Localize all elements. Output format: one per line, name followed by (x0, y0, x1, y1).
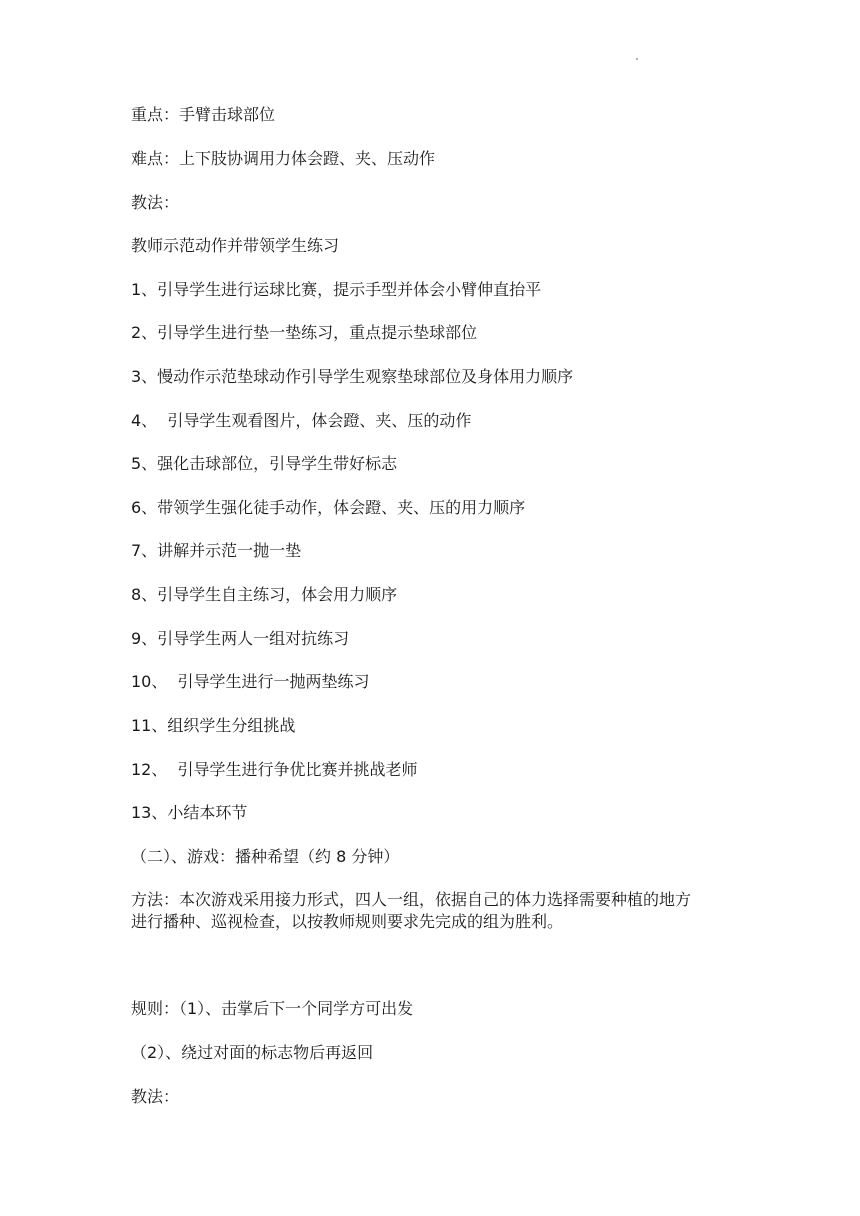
step-10: 10、 引导学生进行一抛两垫练习 (131, 672, 370, 691)
rule-1: 规则：（1）、击掌后下一个同学方可出发 (131, 999, 414, 1018)
step-4: 4、 引导学生观看图片，体会蹬、夹、压的动作 (131, 411, 472, 430)
step-2: 2、引导学生进行垫一垫练习，重点提示垫球部位 (131, 323, 478, 342)
step-12: 12、 引导学生进行争优比赛并挑战老师 (131, 760, 418, 779)
step-9: 9、引导学生两人一组对抗练习 (131, 629, 350, 648)
game-teaching-method-heading: 教法： (131, 1087, 180, 1106)
step-7: 7、讲解并示范一抛一垫 (131, 541, 302, 560)
game-heading: （二）、游戏：播种希望（约 8 分钟） (131, 847, 400, 866)
teacher-demo-line: 教师示范动作并带领学生练习 (131, 236, 340, 255)
key-point-line: 重点：手臂击球部位 (131, 105, 276, 124)
page-marker-dot (636, 58, 638, 60)
step-3: 3、慢动作示范垫球动作引导学生观察垫球部位及身体用力顺序 (131, 367, 574, 386)
step-8: 8、引导学生自主练习，体会用力顺序 (131, 585, 398, 604)
step-13: 13、小结本环节 (131, 803, 248, 822)
step-6: 6、带领学生强化徒手动作，体会蹬、夹、压的用力顺序 (131, 498, 526, 517)
rule-2: （2）、绕过对面的标志物后再返回 (131, 1043, 374, 1062)
difficulty-line: 难点：上下肢协调用力体会蹬、夹、压动作 (131, 149, 436, 168)
game-method-paragraph (131, 889, 741, 933)
step-1: 1、引导学生进行运球比赛，提示手型并体会小臂伸直抬平 (131, 280, 542, 299)
step-11: 11、组织学生分组挑战 (131, 716, 296, 735)
teaching-method-heading: 教法： (131, 193, 180, 212)
game-method-line-2: 进行播种、巡视检查，以按教师规则要求先完成的组为胜利。 (131, 912, 564, 931)
step-5: 5、强化击球部位，引导学生带好标志 (131, 454, 398, 473)
game-method-line-1: 方法：本次游戏采用接力形式，四人一组，依据自己的体力选择需要种植的地方 (131, 890, 692, 909)
